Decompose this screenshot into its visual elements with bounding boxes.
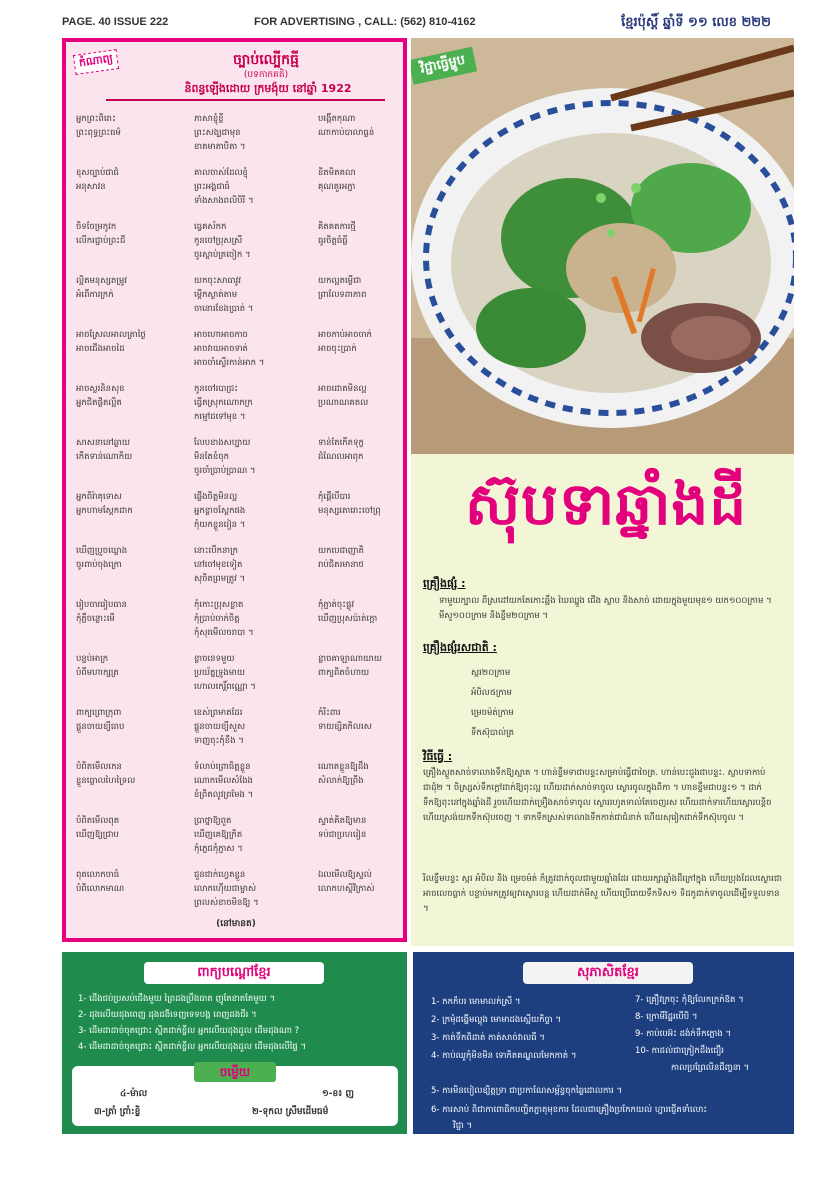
saying-item: 4- កាប់ឈូកុំមិនមិន ទោកិតគណ្ឌលមែកកាត់ ។: [431, 1051, 577, 1061]
poem-stanza-column: [194, 652, 256, 694]
poem-stanza-column: [76, 382, 125, 410]
poem-stanza-column: [318, 598, 377, 626]
poem-stanza-column: [194, 436, 256, 478]
soup-bowl-illustration: [411, 38, 794, 454]
page-issue: PAGE. 40 ISSUE 222: [62, 16, 169, 28]
poem-line: ឃើញប្រួចឃ្លោង: [76, 546, 128, 556]
poem-line: ចានោរខែងប្រាត់ ។: [194, 304, 254, 314]
saying-item: កាលប្រព្រែលិនជីញ្ចនា ។: [671, 1063, 750, 1073]
saying-item: 3- កាត់ទឹកពិដាត់ កាត់សាច់វាលធី ។: [431, 1033, 545, 1043]
sayings-heading: សុភាសិតខ្មែរ: [523, 962, 693, 984]
poem-line: រាប់ជិតរមានាថ: [318, 560, 364, 570]
answer-item: ៤-ម៉ាល: [120, 1089, 148, 1099]
poem-line: ប្រណាណគតល: [318, 398, 369, 408]
poem-line: ពុតលោកចាធំ: [76, 870, 120, 880]
poem-line: ធ្វើតស្រុកណោកក្រ: [194, 398, 253, 408]
seasoning-item: ស្ករ២០ក្រាម: [471, 668, 511, 678]
ingredients-text: ទាមួយក្បាល ពីស្រដៅយកតែកោះឆ្អឹង ឃៃឈ្នួង ជើង ស្លាប និងសាច់ ដោយក្នុងមួយមុខ១ យក១០០ក្រាម ។ មីសួ១០០ក្រាម និងខ្ទឹម២០ក្រាម ។: [439, 596, 772, 621]
poem-line: អ្នកជិតផ្លិតល្អិត: [76, 398, 122, 408]
poem-line: បំពិលោកមាណ: [76, 884, 125, 894]
saying-item: 5- ការមិនបៀលឧ្យិត្តទ្រា ជាប្រកាណែសម្ព័ន្ធចុកឆ្ងៃដោលការ ។: [431, 1086, 623, 1096]
poem-line: បង្កើតកុណា: [318, 114, 356, 124]
poem-line: ប្រាថ្នាឱ្យពួត: [194, 816, 232, 826]
poem-stanza-column: [318, 706, 372, 734]
poem-stanza-column: [318, 436, 364, 464]
poem-subtitle: (បទកាកគតិ): [243, 70, 289, 80]
poem-line: បំពិតមើលកេន: [76, 762, 122, 772]
saying-item: 2- ក្រមុំដង្ហើមល្ពុង មោមាដងស្អើយកិច្ចា ។: [431, 1015, 561, 1025]
poem-continued: (នៅមានត): [216, 919, 256, 929]
poem-line: ខិតមិតគលា: [318, 168, 356, 178]
answer-item: ២-ទុកល ស្រឹមដើមធម៌: [252, 1107, 329, 1117]
poem-line: អនុសាវន: [76, 182, 106, 192]
poem-line: ល្អិតមនុស្សតម្រូវ: [76, 276, 127, 286]
cooking-ribbon: វិជ្ជាធ្វើម្ហូប: [411, 47, 478, 85]
page-header: [62, 14, 771, 32]
poem-stanza-column: [318, 760, 369, 788]
poem-line: អាចហោអាចកាច: [194, 330, 248, 340]
advertising-line: FOR ADVERTISING , CALL: (562) 810-4162: [254, 16, 476, 28]
poem-line: ភាសាខ្ញុំខ្លី: [194, 114, 224, 124]
poem-line: ម្តើកស្ងាត់តាម: [194, 290, 238, 300]
seasoning-item: ទឹកស៊ុបាល់ត្រ: [471, 728, 514, 738]
saying-item: 9- កាប់បេអ៊ះ ដង់ក់ទឹកភ្លោង ។: [635, 1029, 732, 1039]
poem-line: គុណគួរអភ្ជា: [318, 182, 356, 192]
poem-stanza-column: [76, 436, 132, 464]
poem-line: ឃើញឱ្យជ្រាប: [76, 830, 119, 840]
poem-line: អាចកាប់អាចចាក់: [318, 330, 372, 340]
poem-line: ពាក្យព្រោក្រុពា: [76, 708, 122, 718]
poem-line: បំពិតមើលពុត: [76, 816, 120, 826]
poem-stanza-column: [194, 166, 254, 208]
poem-line: សំលាក់ឱ្យព្រីង: [318, 776, 364, 786]
seasoning-item: ម្រេចម៉ត់ក្រាម: [471, 708, 514, 718]
seasoning-heading: គ្រឿងផ្សំរសជាតិ :: [423, 641, 497, 654]
recipe-panel: [411, 454, 794, 946]
poem-stanza-column: [318, 814, 366, 842]
poem-stanza-column: [318, 490, 381, 518]
poem-line: ណាកាប់បាលាធ្ងន់: [318, 128, 375, 138]
answers-box: [72, 1066, 398, 1126]
poem-line: ទំលាប់ព្រោធិត្តខ្លួន: [194, 762, 251, 772]
poem-line: មិនតែខំចុក: [194, 452, 230, 462]
poem-line: បំពីមហាក្សត្រ: [76, 668, 119, 678]
poem-stanza-column: [318, 382, 368, 410]
poem-line: អាចចាំស្ទើរកាន់អាក ។: [194, 358, 265, 368]
method-text-2: រិលខ្ទឹមបន្ទះ ស្ករ អំបិល និង ម្រេចម៉ត់ ក៏ត្រូវដាក់ចូលជាមួយឆ្នាំងដែរ ដោយរក្សាឆ្នាំងដីក្រៅក្នុង ហើយប្រុងដែលស្ងោរជាអាចលេចធ្លាក់ បន្ទាប់មកត្រូវឲ្យវាស្ងោរបន្ត ហើយដាក់មីសួ ហើយប្រើរោយទឹកទិស១ ទិដកូដាក់ទាចូលដើម្បីទទួលទាន ។: [423, 874, 782, 914]
poem-line: កូនចៅប្រុសស្រី: [194, 236, 243, 246]
poem-line: ហោលកេរ្តិ៍ពណ្ណោ ។: [194, 682, 256, 692]
poem-line: មនុស្សតោរោះចៅព្រុ: [318, 506, 381, 516]
poem-stanza-column: [318, 112, 374, 140]
saying-item: 1- កកក៏បរ មោមាលក់ស្រី ។: [431, 997, 521, 1007]
poem-stanza-column: [318, 652, 382, 680]
poem-line: កុំកោះប្រុសខ្លាត: [194, 600, 244, 610]
poem-line: លែបខាងសប្បាយ: [194, 438, 251, 448]
poem-title: ច្បាប់ល្បើកធ្មី: [233, 52, 299, 68]
poem-stanza-column: [318, 544, 364, 572]
poem-line: អ្នកពិរ៉ាគុទោស: [76, 492, 122, 502]
poem-line: កូនចៅរបាជ្រះ: [194, 384, 239, 394]
poem-line: ណោតខ្លួនឱ្យដឹង: [318, 762, 369, 772]
poem-line: ទប់ជាប្រហរៀន: [318, 830, 367, 840]
poem-stanza-column: [76, 220, 125, 248]
answers-heading: ចម្លើយ: [194, 1062, 276, 1082]
poem-stanza-column: [194, 544, 245, 586]
poem-line: ផ្លើងចិត្តមិនល្អ: [194, 492, 238, 502]
poem-line: លើករជ្ជាប់ព្រះជី: [76, 236, 126, 246]
poem-line: សាសនានៅឆ្ងាយ: [76, 438, 130, 448]
poem-line: កុំសុរមើលចរាបា ។: [194, 628, 254, 638]
poem-stanza-column: [194, 490, 245, 532]
poem-line: ទាយខ្សិតកិលរស: [318, 722, 372, 732]
poem-stanza-column: [76, 274, 127, 302]
poem-line: អ្នកហាមស្តែកដាក: [76, 506, 133, 516]
poem-line: អាចជើងអាចដៃ: [76, 344, 125, 354]
poem-stanza-column: [194, 328, 264, 370]
poem-line: ទាន់តែកើតទុក្ខ: [318, 438, 364, 448]
proverb-item: 4- ដើមដាដាច់ចុតជ្រោះ ស្អិតដាក់ខ្ចីល អ្នកលើយដុងដួល ដើមដុងលើផ្ទៃ ។: [78, 1042, 307, 1052]
poem-line: ដំណែលអាពុក: [318, 452, 364, 462]
saying-item: 7- គ្រឿវក្រចុះ កុំឱ្យលែកក្រក់ឱត ។: [635, 995, 744, 1005]
saying-item: 8- ក្រោមីរិដ្ឋរបើបិ ។: [635, 1012, 698, 1022]
poem-line: ទាញចុះកុំខឹង ។: [194, 736, 244, 746]
masthead: ខ្មែរប៉ុស្តិ៍ ឆ្នាំទី ១១ លេខ ២២២: [621, 15, 771, 30]
poem-line: ឯលមើលឱ្យស្ទល់: [318, 870, 372, 880]
proverbs-heading: ពាក្យបណ្តៅខ្មែរ: [144, 962, 324, 984]
saying-item: 6- ការសាប់ ពិជាកាពោធិកបញ្ចិតភ្ជាតុមុខការ ដែលជាគ្រឿងប្រកែកយល់ ហ្នារជ្ញើតទាំលោះ: [431, 1105, 708, 1115]
saying-item: វិជ្ជា ។: [453, 1121, 473, 1131]
poem-line: កើតទាន់ណោកិយ: [76, 452, 133, 462]
poem-line: អាចស្លរនិនសុខ: [76, 384, 125, 394]
poem-line: កុំភ្លេជកុំភ្ជាស ។: [194, 844, 243, 854]
poem-line: កុំភ្លឺចន្លោះមើ: [76, 614, 115, 624]
poem-stanza-column: [194, 220, 251, 262]
poem-line: នៅចៅមុខទៀត: [194, 560, 243, 570]
poem-stanza-column: [76, 166, 119, 194]
poem-panel: [62, 38, 407, 942]
poem-line: កុំផ្តើបើបារ: [318, 492, 351, 502]
poem-line: អាចវាយអាចទាត់: [194, 344, 248, 354]
poem-stanza-column: [194, 382, 253, 424]
poem-line: ចិទចែម្រកូវក: [76, 222, 117, 232]
poem-line: ខុសច្បាប់ជាជំ: [76, 168, 119, 178]
poem-line: នោះបើកនាក្រ: [194, 546, 239, 556]
sayings-panel: [413, 952, 794, 1134]
poem-rule: [106, 99, 385, 101]
poem-line: ខ្លាចគាឡាណាយាយ: [318, 654, 382, 664]
poem-line: ខ្លាចនេទមួយ: [194, 654, 235, 664]
poem-line: កុំប្រាប់ចាក់ចិត្ត: [194, 614, 240, 624]
poem-line: យកចុះសាធាវូវ: [194, 276, 241, 286]
poem-stanza-column: [194, 112, 245, 154]
poem-stanza-column: [318, 328, 372, 356]
poem-line: ខំព្រិតលូវព្រមែង ។: [194, 790, 254, 800]
poem-line: គិតគតការថ្មី: [318, 222, 356, 232]
proverbs-panel: [62, 952, 407, 1134]
poem-line: កម្មៅដទៅមុខ ។: [194, 412, 246, 422]
poem-line: ចូរចាំប្រាប់ប្រាណ ។: [194, 466, 256, 476]
poem-stanza-column: [194, 598, 254, 640]
poem-line: អាចចុះប្រាក់: [318, 344, 357, 354]
poem-line: ព្រះពុទ្ធព្រះធម៌: [76, 128, 121, 138]
poem-stanza-column: [194, 274, 253, 316]
poem-line: ផ្គួនចាយខ្យីធាប: [76, 722, 125, 732]
poem-stanza-column: [76, 598, 127, 626]
poem-line: ខេស់ព្រមាតដែរ: [194, 708, 243, 718]
poem-line: ចូរពាប់ចុងក្រោ: [76, 560, 122, 570]
poem-stanza-column: [76, 814, 119, 842]
proverb-item: 3- ដើមដាដាច់ចុតជ្រោះ ស្អិតដាក់ខ្ចីល អ្នកលើយដុងដួល ដើមដុងណា ?: [78, 1026, 300, 1036]
poem-line: អំពើការក្រក់: [76, 290, 114, 300]
poem-line: ខ្លួនធ្លោលហៃទ្រៃល: [76, 776, 136, 786]
method-heading: វិធីធ្វើ :: [423, 750, 453, 763]
saying-item: 10- កាដល់ជាក្រៀកដឹងជឿរ: [635, 1046, 724, 1056]
poem-stanza-column: [318, 274, 366, 302]
poem-line: អាចដោតមិនល្អ: [318, 384, 367, 394]
poem-stanza-column: [318, 868, 375, 896]
poem-line: អ្នកខ្លាចស្តែកផង: [194, 506, 246, 516]
poem-stanza-column: [76, 652, 119, 680]
poem-line: ខាតមាតាបិតា ។: [194, 142, 246, 152]
poem-line: ព្រះសង្ឃជាមុន: [194, 128, 241, 138]
recipe-title: ស៊ុបទាឆ្នាំងដី: [464, 470, 748, 538]
poem-line: កំរិះពារ: [318, 708, 341, 718]
proverb-item: 2- ដុងលើយដុងពេញ ដុងដងិទេញទេទបង្ក ពេញដងជីរ ។: [78, 1010, 257, 1020]
proverb-item: 1- ដើងជប់ប្រសប់ជើងមួយ ព្រៃដងប្រឹងធាត ញូតែខាតតែមួយ ។: [78, 994, 276, 1004]
poem-line: ស្ទាត់គិតឱ្យមាន: [318, 816, 367, 826]
poem-stanza-column: [194, 706, 245, 748]
poem-line: ឃើញគេឱ្យក្រិត: [194, 830, 243, 840]
poem-line: អ្នកព្រះពិរោះ: [76, 114, 116, 124]
poem-stanza-column: [318, 220, 356, 248]
poem-stanza-column: [194, 814, 243, 856]
poem-line: ធូរចិត្តធំធ្លី: [318, 236, 348, 246]
poem-stanza-column: [76, 328, 146, 356]
poem-line: ណោកមើលសំងែង: [194, 776, 253, 786]
poem-stanza-column: [194, 760, 253, 802]
poem-tag: កំណាព្យ: [73, 49, 120, 75]
poem-line: លោកហស្ថិវិក្រាស់: [318, 884, 375, 894]
poem-line: ផ្គួនចាយខ្យីសួស: [194, 722, 246, 732]
method-text-1: គ្រឿងស្ងួតសាច់ទាលាងទឹកឱ្យស្អាត ។ ហាន់ខ្ទឹមទាជាបន្ទះសម្រាប់ធ្វើជាចៃត្រ. ហាន់បេះជួងជាបន្ទះ. ស្លាបទាកាប់ជាដុំ២ ។ ចិស្ស្រស់ទឹកក្តៅដាក់ឱ្យពុះល្អ ហើយដាក់សាច់ទាចូល ស្ងោរចូលក្នុងពិកា ។ ហានខ្ទឹមជាបន្ទះ១ ។ ដាក់ទឹកឱ្យពុះនៅក្នុងឆ្នាំងដី រួចហើយដាក់ទ្រឿងសាច់ទាចូល ស្ងោររហូតទាល់តែចេញរស ហើយដាក់ទាហើយស្ងោរបន្តិច ហើយស្រង់យកទឹកស៊ុបចេញ ។ ទាកទឹកស្រស់ទាលាងទឹកកាត់ជាជំនាក់ ហើយសុរៀកដាក់ទឹកស៊ុបចូល ។: [423, 768, 772, 823]
ingredients-heading: គ្រឿងផ្សំ :: [423, 577, 466, 590]
poem-line: យកបេជាញាតិ: [318, 546, 364, 556]
answer-item: ១-ខ៖ ញ: [322, 1089, 354, 1099]
poem-author: និពន្ធឡើងដោយ ក្រមង៉ុយ នៅឆ្នាំ 1922: [184, 82, 352, 95]
poem-stanza-column: [76, 868, 124, 896]
poem-stanza-column: [76, 760, 135, 788]
poem-line: ព្រះអង្គជាធំ: [194, 182, 230, 192]
poem-line: ប្រយ័ត្នទ្រូងមាយ: [194, 668, 245, 678]
poem-line: ចូរស្តាប់ត្រចៀក ។: [194, 250, 251, 260]
soup-photo: [411, 38, 794, 454]
poem-line: កុំភ្ជាត់ចុះផ្លូវ: [318, 600, 355, 610]
poem-stanza-column: [76, 544, 127, 572]
poem-line: សុចិតព្រមត្រូវ ។: [194, 574, 246, 584]
poem-line: ឃើញប្រុសប៉ាត់ក្តោ: [318, 614, 378, 624]
poem-line: បន្ទប់អាក្រ: [76, 654, 109, 664]
answer-item: ៣-ត្រាំ ព្រាំ:ខ្លិ: [94, 1107, 141, 1117]
poem-line: ជួនជាក់ហ្វេតខ្លួន: [194, 870, 246, 880]
poem-line: លោកហ៊ើយជាម្ចាស់: [194, 884, 257, 894]
poem-line: ព្រាលែទពាភាព: [318, 290, 367, 300]
poem-line: យកល្អតម្លើជា: [318, 276, 362, 286]
poem-line: ធ្វេគស័កក: [194, 222, 227, 232]
poem-line: គាលចាស់ដែលខ្ញុំ: [194, 168, 248, 178]
poem-stanza-column: [318, 166, 356, 194]
poem-line: កុំយកខ្លួនរៀន ។: [194, 520, 246, 530]
poem-stanza-column: [76, 706, 124, 734]
poem-line: អាចស្រែលអាលត្រាថ្ងៃ: [76, 330, 146, 340]
seasoning-item: អំបិល៥ក្រាម: [471, 688, 512, 698]
poem-stanza-column: [76, 490, 133, 518]
poem-line: ទាំងសាងពលិបិរិ ។: [194, 196, 254, 206]
poem-line: ព្រលស់ខាចមិនឱ្យ ។: [194, 898, 259, 908]
poem-line: ពាក្យពិតចំហាយ: [318, 668, 370, 678]
poem-line: រៀបចាររៀបធាន: [76, 600, 127, 610]
poem-stanza-column: [76, 112, 121, 140]
poem-stanza-column: [194, 868, 259, 910]
